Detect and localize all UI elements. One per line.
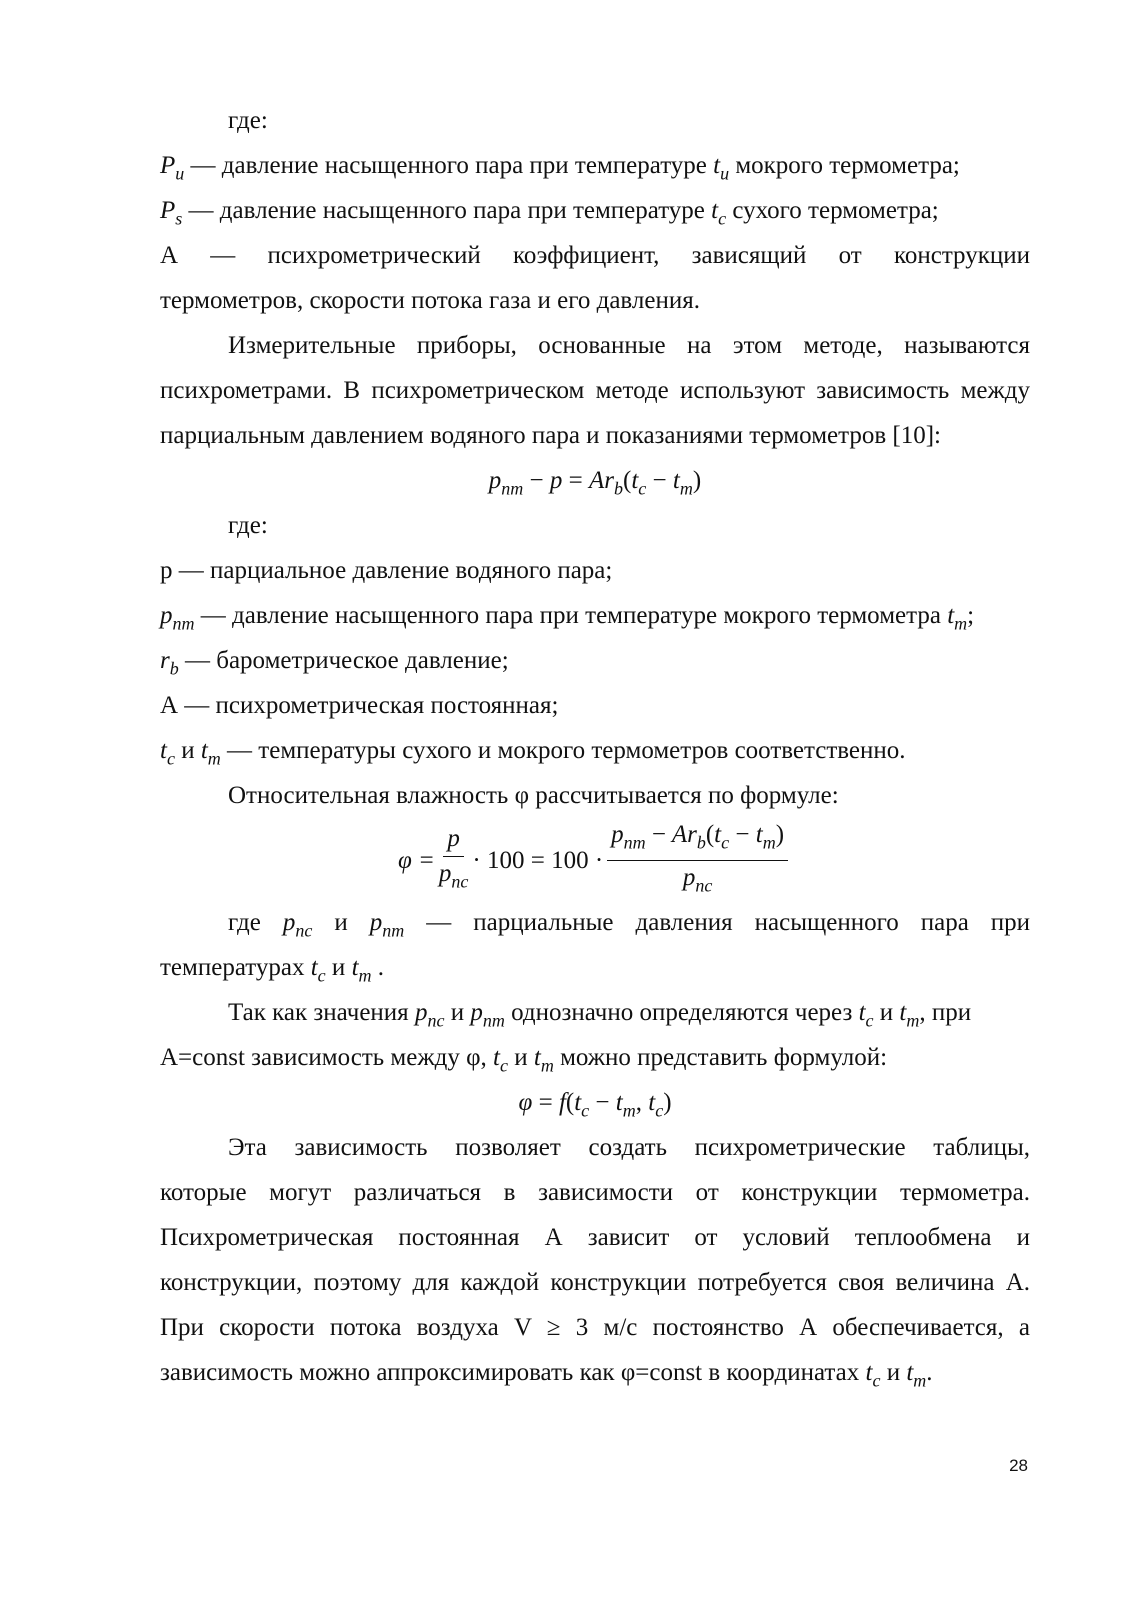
paragraph-4-line1: где $p_{nc}$ и $p_{nm}$ — парциальные давления насыщенного пара при [228, 909, 1031, 941]
paragraph-2-line3: парциальным давлением водяного пара и показаниями термометров [10]: [160, 422, 942, 449]
definition-a2: А — психрометрическая постоянная; [160, 692, 559, 719]
paragraph-5-line2: А=const зависимость между φ, $t_c$ и $t_m$ можно представить формулой: [160, 1044, 888, 1076]
formula-1: $p_{nm} - p = Ar_b(t_c - t_m)$ [488, 467, 702, 499]
where-label-2: где: [228, 512, 268, 539]
paragraph-3: Относительная влажность φ рассчитывается по формуле: [228, 782, 839, 809]
paragraph-2-line2: психрометрами. В психрометрическом методе используют зависимость между [160, 377, 1030, 404]
document-page [160, 98, 1030, 1395]
paragraph-5-line1: Так как значения $p_{nc}$ и $p_{nm}$ однозначно определяются через $t_c$ и $t_m$, при [228, 999, 972, 1031]
definition-ps: $P_s$ — давление насыщенного пара при температуре $t_c$ сухого термометра; [160, 197, 939, 229]
symbol-tu: $t_u$ [713, 152, 730, 184]
symbol-rb: $r_b$ [160, 647, 179, 679]
fraction-1: $\frac{p}{p_{nc}}$ [438, 824, 469, 892]
definition-p: р — парциальное давление водяного пара; [160, 557, 613, 584]
definition-pnm: $p_{nm}$ — давление насыщенного пара при температуре мокрого термометра $t_m$; [160, 602, 975, 634]
paragraph-6-line3: Психрометрическая постоянная А зависит от условий теплообмена и [160, 1224, 1030, 1251]
definition-a-line1: А — психрометрический коэффициент, зависящий от конструкции [160, 242, 1030, 269]
paragraph-6-line6: зависимость можно аппроксимировать как φ=const в координатах $t_c$ и $t_m$. [160, 1359, 933, 1391]
formula-2: φ = $\frac{p}{p_{nc}}$ · 100 = 100 · $\frac{p_{nm} - Ar_b(t_c - t_m)}{p_{nc}}$ [160, 820, 1030, 900]
fraction-2: $\frac{p_{nm} - Ar_b(t_c - t_m)}{p_{nc}}$ [607, 820, 788, 900]
symbol-pu: $P_u$ [160, 152, 185, 184]
paragraph-6-line1: Эта зависимость позволяет создать психрометрические таблицы, [228, 1134, 1030, 1161]
where-label-1: где: [228, 107, 268, 134]
symbol-tm: $t_m$ [947, 602, 968, 634]
paragraph-4-line2: температурах $t_c$ и $t_m$ . [160, 954, 385, 986]
definition-a-line2: термометров, скорости потока газа и его давления. [160, 287, 700, 314]
paragraph-6-line2: которые могут различаться в зависимости от конструкции термометра. [160, 1179, 1030, 1206]
definition-rb: $r_b$ — барометрическое давление; [160, 647, 509, 679]
paragraph-6-line5: При скорости потока воздуха V ≥ 3 м/с постоянство А обеспечивается, а [160, 1314, 1030, 1341]
formula-3: $\varphi = f(t_c - t_m$, $t_c$) [518, 1089, 672, 1121]
definition-tc-tm: $t_c$ и $t_m$ — температуры сухого и мокрого термометров соответственно. [160, 737, 906, 769]
page-number: 28 [1009, 1456, 1028, 1475]
paragraph-6-line4: конструкции, поэтому для каждой конструкции потребуется своя величина А. [160, 1269, 1030, 1296]
symbol-pnm: $p_{nm}$ [160, 602, 195, 634]
paragraph-2-line1: Измерительные приборы, основанные на этом методе, называются [228, 332, 1030, 359]
definition-pu: $P_u$ — давление насыщенного пара при температуре $t_u$ мокрого термометра; [160, 152, 960, 184]
symbol-ps: $P_s$ [160, 197, 183, 229]
symbol-tc: $t_c$ [711, 197, 727, 229]
